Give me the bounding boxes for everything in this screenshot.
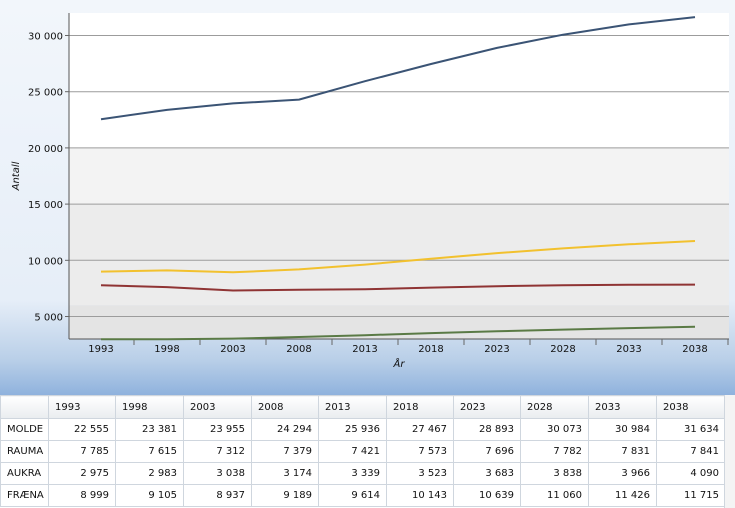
y-axis-title: Antall	[11, 161, 22, 191]
table-cell: 11 715	[657, 485, 726, 507]
table-cell: 23 955	[184, 419, 252, 441]
table-cell: 31 634	[657, 419, 726, 441]
table-cell: 7 615	[116, 441, 184, 463]
table-column-header[interactable]: 2023	[454, 396, 521, 419]
table-cell: 3 966	[589, 463, 657, 485]
y-axis-ticks	[28, 31, 69, 323]
y-tick-label: 5 000	[34, 312, 63, 324]
table-cell: 7 421	[319, 441, 387, 463]
table-cell: 27 467	[387, 419, 454, 441]
table-row	[1, 463, 726, 485]
table-cell: 7 831	[589, 441, 657, 463]
plot-background	[69, 13, 729, 339]
table-column-header[interactable]: 2028	[521, 396, 589, 419]
x-tick-label: 2038	[682, 344, 708, 355]
plot-band	[69, 148, 729, 204]
y-tick-label: 15 000	[28, 200, 63, 212]
table-cell: 30 073	[521, 419, 589, 441]
x-axis-title: År	[393, 359, 405, 370]
table-column-header[interactable]: 1998	[116, 396, 184, 419]
x-tick-label: 2003	[220, 344, 246, 355]
y-tick-label: 10 000	[28, 256, 63, 268]
table-cell: 9 614	[319, 485, 387, 507]
table-row-label: MOLDE	[1, 419, 49, 441]
table-cell: 30 984	[589, 419, 657, 441]
x-tick-label: 2018	[418, 344, 444, 355]
table-cell: 3 174	[252, 463, 319, 485]
table-header-row	[1, 396, 726, 419]
table-column-header[interactable]: 2033	[589, 396, 657, 419]
table-column-header[interactable]: 2018	[387, 396, 454, 419]
table-cell: 3 523	[387, 463, 454, 485]
table-cell: 11 060	[521, 485, 589, 507]
table-cell: 23 381	[116, 419, 184, 441]
x-tick-label: 2008	[286, 344, 312, 355]
table-cell: 2 975	[49, 463, 116, 485]
table-row-label: AUKRA	[1, 463, 49, 485]
table-column-header[interactable]: 2008	[252, 396, 319, 419]
table-cell: 2 983	[116, 463, 184, 485]
x-tick-label: 2013	[352, 344, 378, 355]
table-cell: 28 893	[454, 419, 521, 441]
plot-band	[69, 13, 729, 148]
table-cell: 3 838	[521, 463, 589, 485]
table-column-header[interactable]: 2013	[319, 396, 387, 419]
table-row-label: FRÆNA	[1, 485, 49, 507]
table-column-header[interactable]: 2003	[184, 396, 252, 419]
y-tick-label: 20 000	[28, 143, 63, 155]
data-table	[0, 395, 735, 508]
table-cell: 11 426	[589, 485, 657, 507]
table-cell: 3 038	[184, 463, 252, 485]
table-cell: 22 555	[49, 419, 116, 441]
y-tick-label: 25 000	[28, 87, 63, 99]
table-cell: 9 189	[252, 485, 319, 507]
x-tick-label: 2023	[484, 344, 510, 355]
table-column-header[interactable]: 1993	[49, 396, 116, 419]
table-cell: 7 785	[49, 441, 116, 463]
table-cell: 24 294	[252, 419, 319, 441]
table-cell: 7 696	[454, 441, 521, 463]
table-column-header[interactable]: 2038	[657, 396, 726, 419]
x-tick-label: 1993	[88, 344, 114, 355]
x-tick-label: 2033	[616, 344, 642, 355]
table-cell: 7 573	[387, 441, 454, 463]
table-corner-cell	[1, 396, 49, 419]
table-cell: 7 312	[184, 441, 252, 463]
table-row-label: RAUMA	[1, 441, 49, 463]
table-row	[1, 419, 726, 441]
x-tick-label: 1998	[154, 344, 180, 355]
table-cell: 25 936	[319, 419, 387, 441]
x-tick-label: 2028	[550, 344, 576, 355]
table-scrollbar[interactable]	[724, 395, 735, 508]
table-cell: 7 782	[521, 441, 589, 463]
table-cell: 10 143	[387, 485, 454, 507]
table-row	[1, 485, 726, 507]
table-cell: 10 639	[454, 485, 521, 507]
table-cell: 3 339	[319, 463, 387, 485]
table-cell: 4 090	[657, 463, 726, 485]
table-cell: 7 379	[252, 441, 319, 463]
plot-band	[69, 204, 729, 305]
x-axis-ticks	[88, 339, 728, 355]
table-cell: 7 841	[657, 441, 726, 463]
table-cell: 8 999	[49, 485, 116, 507]
table-cell: 9 105	[116, 485, 184, 507]
y-tick-label: 30 000	[28, 31, 63, 43]
table-row	[1, 441, 726, 463]
table-cell: 8 937	[184, 485, 252, 507]
table-cell: 3 683	[454, 463, 521, 485]
